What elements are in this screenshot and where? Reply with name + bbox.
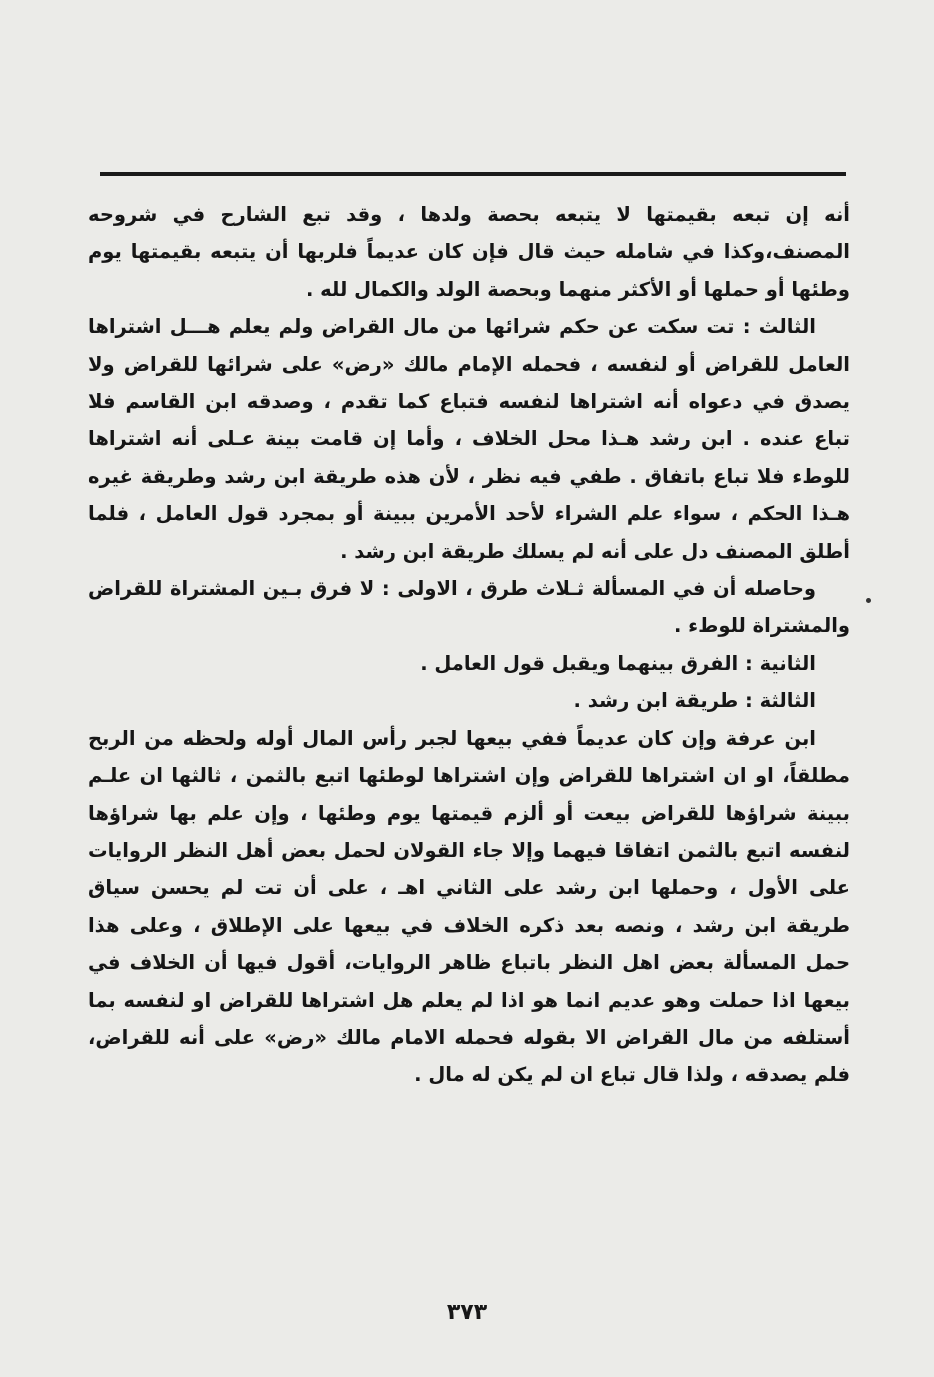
- paragraph-4: الثانية : الفرق بينهما ويقبل قول العامل .: [420, 651, 816, 675]
- page-number: ٣٧٣: [446, 1300, 488, 1325]
- header-rule: [100, 172, 846, 176]
- paragraph-5: الثالثة : طريقة ابن رشد .: [573, 689, 816, 713]
- paragraph-2: الثالث : تت سكت عن حكم شرائها من مال القراض ولم يعلم هـــل اشتراها العامل للقراض أو لنفسه ، فحمله الإمام مالك «رض» على شرائها للقراض ولا يصدق في دعواه أنه اشتراها لنفسه فتباع كما تقدم ، وصدقه ابن القاسم فلا تباع عنده . ابن رشد هـذا محل الخلاف ، وأما إن قامت بينة عـلى أنه اشتراها للوطء فلا تباع باتفاق . طفي فيه نظر ، لأن هذه طريقة ابن رشد وطريقة غيره هـذا الحكم ، سواء علم الشراء لأحد الأمرين ببينة أو بمجرد قول العامل ، فلما أطلق المصنف دل على أنه لم يسلك طريقة ابن رشد .: [88, 315, 850, 563]
- body-text: [88, 196, 850, 1094]
- paragraph-3: وحاصله أن في المسألة ثـلاث طرق ، الاولى : لا فرق بـين المشتراة للقراض والمشتراة للوطء .: [88, 577, 850, 638]
- paragraph-1: أنه إن تبعه بقيمتها لا يتبعه بحصة ولدها ، وقد تبع الشارح في شروحه المصنف،وكذا في شامله حيث قال فإن كان عديماً فلربها أن يتبعه بقيمتها يوم وطئها أو حملها أو الأكثر منهما وبحصة الولد والكمال لله .: [88, 203, 850, 301]
- margin-mark: [866, 598, 871, 603]
- paragraph-6: ابن عرفة وإن كان عديماً ففي بيعها لجبر رأس المال أوله ولحظه من الربح مطلقاً، او ان اشتراها للقراض وإن اشتراها لوطئها اتبع بالثمن ، ثالثها ان علـم ببينة شراؤها للقراض بيعت أو ألزم قيمتها يوم وطئها ، وإن علم بها شراؤها لنفسه اتبع بالثمن اتفاقا فيهما وإلا جاء القولان لحمل بعض أهل النظر الروايات على الأول ، وحملها ابن رشد على الثاني اهـ ، على أن تت لم يحسن سياق طريقة ابن رشد ، ونصه بعد ذكره الخلاف في بيعها على الإطلاق ، وعلى هذا حمل المسألة بعض اهل النظر باتباع ظاهر الروايات، أقول فيها أن الخلاف في بيعها اذا حملت وهو عديم انما هو اذا لم يعلم هل اشتراها للقراض او لنفسه بما أستلفه من مال القراض الا بقوله فحمله الامام مالك «رض» على أنه للقراض، فلم يصدقه ، ولذا قال تباع ان لم يكن له مال .: [88, 726, 850, 1087]
